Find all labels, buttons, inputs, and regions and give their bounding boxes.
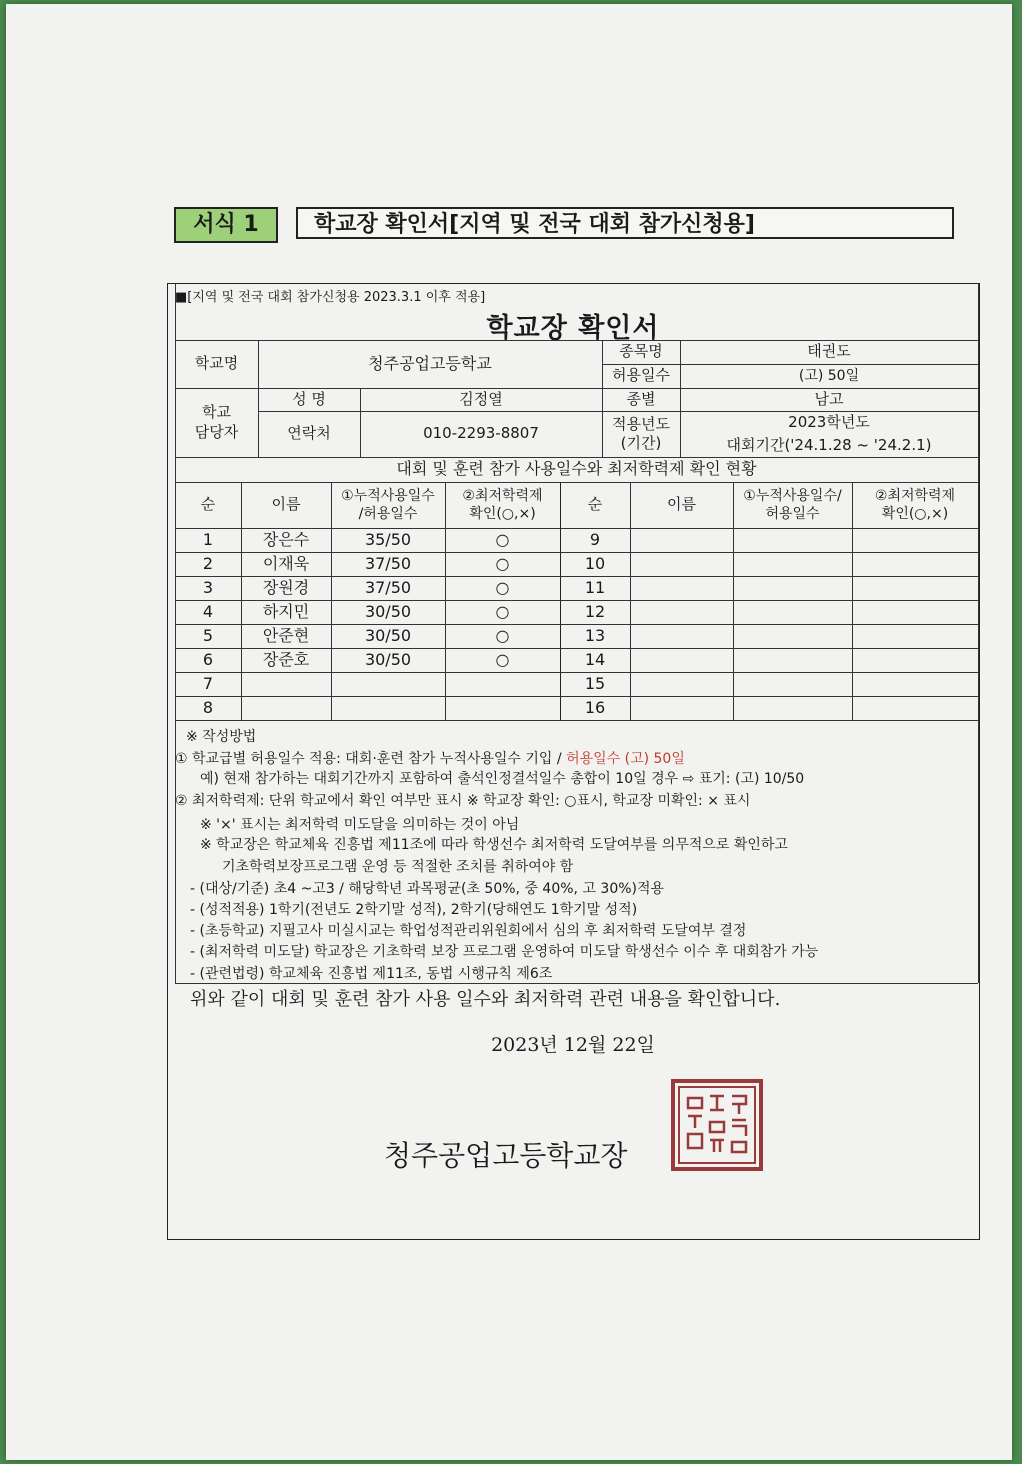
col-no-right: 순 — [587, 495, 603, 514]
school-name-value: 청주공업고등학교 — [368, 353, 492, 373]
row-number-right: 14 — [584, 649, 606, 669]
col-days-left: ①누적사용일수 /허용일수 — [341, 487, 435, 522]
contact-value: 010-2293-8807 — [423, 424, 539, 443]
row-number-right: 13 — [584, 625, 606, 645]
minimum-check: ○ — [495, 649, 510, 669]
minimum-check: ○ — [495, 529, 510, 549]
category-value: 남고 — [814, 389, 844, 408]
staff-label: 학교 담당자 — [194, 403, 239, 441]
minimum-check — [445, 672, 560, 696]
row-number: 5 — [202, 625, 214, 645]
official-seal-stamp — [670, 1078, 764, 1172]
days-used: 35/50 — [364, 529, 412, 549]
staff-name-value: 김정열 — [459, 389, 503, 408]
staff-name-label: 성 명 — [292, 389, 326, 408]
minimum-check — [445, 696, 560, 720]
applicable-note: ■[지역 및 전국 대회 참가신청용 2023.3.1 이후 적용] — [175, 290, 486, 305]
form-title: 학교장 확인서[지역 및 전국 대회 참가신청용] — [296, 207, 954, 239]
row-number: 8 — [202, 697, 214, 717]
note-principal-duty: ※ 학교장은 학교체육 진흥법 제11조에 따라 학생선수 최저학력 도달여부를 의무적으로 확인하고 — [200, 837, 788, 853]
note-program: 기초학력보장프로그램 운영 등 적절한 조치를 취하여야 함 — [222, 859, 574, 875]
student-name: 장은수 — [262, 529, 310, 549]
row-number-right: 15 — [584, 673, 606, 693]
row-number-right: 9 — [589, 529, 601, 549]
col-days-right: ①누적사용일수/ 허용일수 — [743, 487, 842, 522]
row-number-right: 11 — [584, 577, 606, 597]
confirmation-statement: 위와 같이 대회 및 훈련 참가 사용 일수와 최저학력 관련 내용을 확인합니다. — [190, 989, 781, 1010]
row-number: 4 — [202, 601, 214, 621]
student-name: 장원경 — [262, 577, 310, 597]
note-allowed-days: ① 학교급별 허용일수 적용: 대회·훈련 참가 누적사용일수 기입 / 허용일수 (고) 50일 — [175, 751, 685, 767]
section-title: 대회 및 훈련 참가 사용일수와 최저학력제 확인 현황 — [396, 459, 757, 479]
note-not-reached: - (최저학력 미도달) 학교장은 기초학력 보장 프로그램 운영하여 미도달 학생선수 이수 후 대회참가 가능 — [190, 944, 819, 960]
days-used: 30/50 — [364, 649, 412, 669]
col-name-left: 이름 — [271, 495, 301, 514]
document-title: 학교장 확인서 — [486, 313, 660, 344]
minimum-check: ○ — [495, 577, 510, 597]
col-no-left: 순 — [200, 495, 216, 514]
note-grades-applied: - (성적적용) 1학기(전년도 2학기말 성적), 2학기(당해연도 1학기말 성적) — [190, 902, 638, 918]
col-name-right: 이름 — [667, 495, 696, 514]
days-used: 37/50 — [364, 577, 412, 597]
note-elementary: - (초등학교) 지필고사 미실시교는 학업성적관리위원회에서 심의 후 최저학력 도달여부 결정 — [190, 923, 747, 939]
days-used: 30/50 — [364, 601, 412, 621]
row-number: 1 — [202, 529, 214, 549]
days-used: 37/50 — [364, 553, 412, 573]
note-example: 예) 현재 참가하는 대회기간까지 포함하여 출석인정결석일수 총합이 10일 경우 ⇨ 표기: (고) 10/50 — [200, 771, 805, 787]
student-name — [241, 672, 331, 696]
row-number-right: 16 — [584, 697, 606, 717]
student-name: 하지민 — [262, 601, 310, 621]
row-number: 6 — [202, 649, 214, 669]
note-minimum-academic: ② 최저학력제: 단위 학교에서 확인 여부만 표시 ※ 학교장 확인: ○표시, 학교장 미확인: × 표시 — [175, 793, 751, 809]
row-number: 3 — [202, 577, 214, 597]
row-number: 7 — [202, 673, 214, 693]
minimum-check: ○ — [495, 625, 510, 645]
row-number-right: 12 — [584, 601, 606, 621]
minimum-check: ○ — [495, 601, 510, 621]
contact-label: 연락처 — [287, 424, 331, 443]
school-name-label: 학교명 — [194, 354, 239, 373]
student-name — [241, 696, 331, 720]
days-used — [331, 672, 445, 696]
allowed-days-value: (고) 50일 — [798, 367, 860, 384]
row-number-right: 10 — [584, 553, 606, 573]
category-label: 종별 — [626, 389, 656, 408]
note-x-meaning: ※ '×' 표시는 최저학력 미도달을 의미하는 것이 아님 — [200, 817, 520, 833]
document-date: 2023년 12월 22일 — [491, 1034, 655, 1056]
year-label: 적용년도 (기간) — [612, 414, 670, 452]
period-value: 대회기간('24.1.28 ~ '24.2.1) — [726, 435, 932, 454]
principal-signature-name: 청주공업고등학교장 — [384, 1139, 628, 1172]
student-name: 안준현 — [262, 625, 310, 645]
minimum-check: ○ — [495, 553, 510, 573]
note-related-law: - (관련법령) 학교체육 진흥법 제11조, 동법 시행규칙 제6조 — [190, 966, 553, 982]
row-number: 2 — [202, 553, 214, 573]
col-check-left: ②최저학력제 확인(○,×) — [462, 487, 543, 522]
note-target: - (대상/기준) 초4 ~고3 / 해당학년 과목평균(초 50%, 중 40%, 고 30%)적용 — [190, 881, 665, 897]
days-used — [331, 696, 445, 720]
sport-value: 태권도 — [807, 342, 851, 361]
notes-heading: ※ 작성방법 — [186, 729, 257, 745]
student-name: 장준호 — [262, 649, 310, 669]
sport-label: 종목명 — [619, 342, 663, 361]
allowed-days-label: 허용일수 — [612, 366, 670, 385]
days-used: 30/50 — [364, 625, 412, 645]
student-name: 이재욱 — [262, 553, 310, 573]
year-value: 2023학년도 — [788, 412, 870, 431]
form-number-label: 서식 1 — [174, 207, 278, 243]
col-check-right: ②최저학력제 확인(○,×) — [874, 487, 956, 522]
